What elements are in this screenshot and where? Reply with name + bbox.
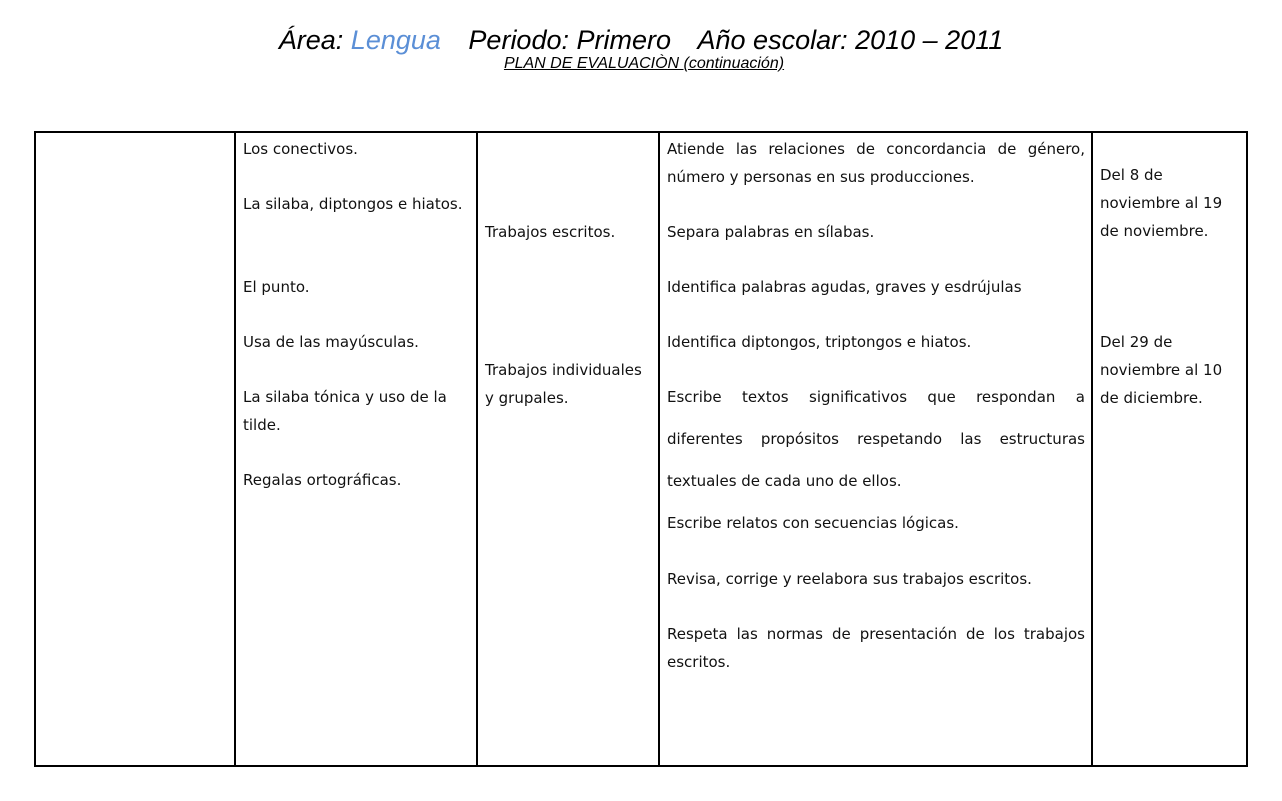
document-header [0, 22, 1282, 73]
indicador-item: Identifica palabras agudas, graves y esdrújulas [667, 278, 1022, 296]
indicador-item: Revisa, corrige y reelabora sus trabajos escritos. [667, 570, 1032, 588]
blank-column-cell [35, 132, 235, 766]
table-row [35, 132, 1247, 766]
evaluation-plan-table [34, 131, 1248, 767]
indicador-item: Identifica diptongos, triptongos e hiatos. [667, 333, 972, 351]
periodo-label: Periodo: Primero [468, 25, 672, 55]
fecha-item: Del 29 de noviembre al 10 de diciembre. [1100, 333, 1223, 407]
actividad-item: Trabajos escritos. [485, 223, 616, 241]
fecha-item: Del 8 de noviembre al 19 de noviembre. [1100, 166, 1223, 240]
anio-escolar-label: Año escolar: 2010 – 2011 [697, 25, 1004, 55]
contenidos-cell [235, 132, 477, 766]
title-line [0, 22, 1282, 58]
indicador-item: Respeta las normas de presentación de los trabajos escritos. [667, 625, 1085, 671]
contenido-item: La silaba tónica y uso de la tilde. [243, 388, 447, 434]
area-value: Lengua [350, 25, 441, 55]
contenido-item: El punto. [243, 278, 310, 296]
indicador-item: Atiende las relaciones de concordancia de género, número y personas en sus producciones. [667, 140, 1085, 186]
actividad-item: Trabajos individuales y grupales. [485, 361, 642, 407]
indicador-item: Escribe textos significativos que respondan a diferentes propósitos respetando las estructuras textuales de cada uno de ellos. [667, 388, 1085, 490]
document-subtitle: PLAN DE EVALUACIÒN (continuación) [503, 55, 785, 72]
indicador-item: Escribe relatos con secuencias lógicas. [667, 514, 959, 532]
contenido-item: Regalas ortográficas. [243, 471, 402, 489]
fechas-cell [1092, 132, 1247, 766]
indicador-item: Separa palabras en sílabas. [667, 223, 875, 241]
actividades-cell [477, 132, 659, 766]
area-label: Área: [278, 25, 344, 55]
contenido-item: Los conectivos. [243, 140, 358, 158]
contenido-item: Usa de las mayúsculas. [243, 333, 419, 351]
indicadores-cell [659, 132, 1092, 766]
contenido-item: La silaba, diptongos e hiatos. [243, 195, 463, 213]
